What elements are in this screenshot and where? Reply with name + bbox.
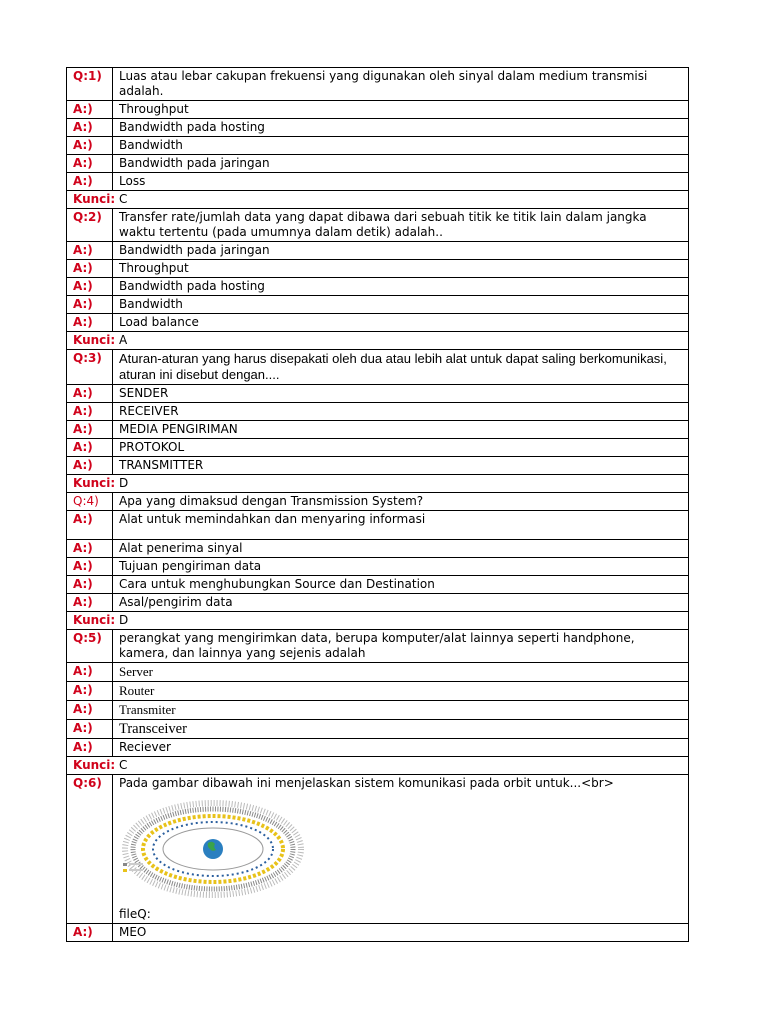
answer-text: Bandwidth pada jaringan: [113, 242, 689, 260]
answer-row: [67, 682, 689, 701]
answer-label: A:): [67, 314, 113, 332]
answer-row: [67, 260, 689, 278]
answer-text: Reciever: [113, 739, 689, 757]
answer-row: [67, 720, 689, 739]
answer-text: Alat penerima sinyal: [113, 540, 689, 558]
legend-swatch: [123, 869, 127, 872]
question-text: Apa yang dimaksud dengan Transmission System?: [113, 493, 689, 511]
question-label: Q:1): [67, 68, 113, 101]
answer-label: A:): [67, 119, 113, 137]
key-label: Kunci:: [73, 476, 116, 490]
answer-label: A:): [67, 137, 113, 155]
answer-row: [67, 403, 689, 421]
answer-text: Throughput: [113, 101, 689, 119]
question-text: Pada gambar dibawah ini menjelaskan sistem komunikasi pada orbit untuk...<br>: [119, 776, 614, 790]
answer-row: [67, 155, 689, 173]
key-label: Kunci:: [73, 333, 116, 347]
answer-label: A:): [67, 260, 113, 278]
question-row: [67, 630, 689, 663]
answer-row: [67, 173, 689, 191]
answer-key: [67, 475, 689, 493]
answer-label: A:): [67, 278, 113, 296]
answer-row: [67, 924, 689, 942]
answer-text: PROTOKOL: [113, 439, 689, 457]
answer-label: A:): [67, 682, 113, 701]
key-row: [67, 332, 689, 350]
question-text: Luas atau lebar cakupan frekuensi yang digunakan oleh sinyal dalam medium transmisi adalah.: [113, 68, 689, 101]
answer-row: [67, 137, 689, 155]
answer-row: [67, 242, 689, 260]
key-label: Kunci:: [73, 758, 116, 772]
answer-row: [67, 421, 689, 439]
quiz-table: [66, 67, 689, 942]
key-label: Kunci:: [73, 613, 116, 627]
file-label: fileQ:: [119, 907, 151, 921]
answer-row: [67, 385, 689, 403]
answer-row: [67, 511, 689, 540]
key-label: Kunci:: [73, 192, 116, 206]
answer-text: Cara untuk menghubungkan Source dan Destination: [113, 576, 689, 594]
answer-row: [67, 439, 689, 457]
answer-text: Alat untuk memindahkan dan menyaring informasi: [113, 511, 689, 540]
orbit-diagram-svg: [119, 797, 305, 905]
question-label: Q:2): [67, 209, 113, 242]
answer-row: [67, 739, 689, 757]
answer-key: [67, 612, 689, 630]
answer-text: RECEIVER: [113, 403, 689, 421]
answer-text: Bandwidth: [113, 296, 689, 314]
question-label: Q:3): [67, 350, 113, 385]
question-label: Q:4): [67, 493, 113, 511]
answer-text: Server: [113, 663, 689, 682]
quiz-sheet: [66, 67, 688, 942]
key-value: D: [119, 476, 129, 490]
answer-row: [67, 278, 689, 296]
answer-text: MEDIA PENGIRIMAN: [113, 421, 689, 439]
answer-text: Router: [113, 682, 689, 701]
legend-text-line: [129, 869, 143, 871]
answer-key: [67, 191, 689, 209]
answer-text: Throughput: [113, 260, 689, 278]
key-row: [67, 475, 689, 493]
answer-text: Loss: [113, 173, 689, 191]
answer-row: [67, 594, 689, 612]
legend-swatch: [123, 863, 127, 866]
answer-text: Transceiver: [113, 720, 689, 739]
answer-row: [67, 101, 689, 119]
answer-row: [67, 663, 689, 682]
answer-key: [67, 757, 689, 775]
question-label: Q:5): [67, 630, 113, 663]
answer-row: [67, 701, 689, 720]
key-value: A: [119, 333, 128, 347]
question-row: [67, 493, 689, 511]
answer-label: A:): [67, 511, 113, 540]
answer-text: SENDER: [113, 385, 689, 403]
key-value: C: [119, 192, 128, 206]
answer-text: Transmiter: [113, 701, 689, 720]
answer-row: [67, 314, 689, 332]
answer-label: A:): [67, 421, 113, 439]
answer-text: TRANSMITTER: [113, 457, 689, 475]
answer-label: A:): [67, 403, 113, 421]
answer-row: [67, 457, 689, 475]
answer-label: A:): [67, 701, 113, 720]
answer-text: Asal/pengirim data: [113, 594, 689, 612]
answer-label: A:): [67, 540, 113, 558]
question-row: [67, 209, 689, 242]
answer-label: A:): [67, 576, 113, 594]
answer-row: [67, 119, 689, 137]
question-text: Aturan-aturan yang harus disepakati oleh dua atau lebih alat untuk dapat saling berkomunikasi, aturan ini disebut dengan....: [113, 350, 689, 385]
answer-label: A:): [67, 101, 113, 119]
answer-label: A:): [67, 594, 113, 612]
answer-text: Bandwidth pada hosting: [113, 278, 689, 296]
answer-label: A:): [67, 173, 113, 191]
answer-row: [67, 540, 689, 558]
answer-row: [67, 576, 689, 594]
question-body: [113, 775, 689, 924]
key-value: C: [119, 758, 128, 772]
answer-text: Bandwidth: [113, 137, 689, 155]
question-text: perangkat yang mengirimkan data, berupa komputer/alat lainnya seperti handphone, kamera, dan lainnya yang sejenis adalah: [113, 630, 689, 663]
key-row: [67, 757, 689, 775]
key-row: [67, 612, 689, 630]
answer-text: Load balance: [113, 314, 689, 332]
answer-label: A:): [67, 242, 113, 260]
answer-label: A:): [67, 457, 113, 475]
answer-key: [67, 332, 689, 350]
answer-label: A:): [67, 739, 113, 757]
key-row: [67, 191, 689, 209]
question-row: [67, 775, 689, 924]
answer-label: A:): [67, 663, 113, 682]
question-text: Transfer rate/jumlah data yang dapat dibawa dari sebuah titik ke titik lain dalam jangka waktu tertentu (pada umumnya dalam detik) adalah..: [113, 209, 689, 242]
legend-text-line: [129, 863, 143, 865]
answer-label: A:): [67, 155, 113, 173]
answer-label: A:): [67, 924, 113, 942]
question-label: Q:6): [67, 775, 113, 924]
answer-label: A:): [67, 439, 113, 457]
answer-text: Bandwidth pada jaringan: [113, 155, 689, 173]
answer-label: A:): [67, 558, 113, 576]
answer-text: MEO: [113, 924, 689, 942]
orbit-diagram-image: [119, 797, 305, 905]
answer-label: A:): [67, 296, 113, 314]
answer-row: [67, 558, 689, 576]
answer-label: A:): [67, 720, 113, 739]
answer-row: [67, 296, 689, 314]
answer-label: A:): [67, 385, 113, 403]
question-row: [67, 350, 689, 385]
answer-text: Bandwidth pada hosting: [113, 119, 689, 137]
key-value: D: [119, 613, 129, 627]
answer-text: Tujuan pengiriman data: [113, 558, 689, 576]
question-row: [67, 68, 689, 101]
